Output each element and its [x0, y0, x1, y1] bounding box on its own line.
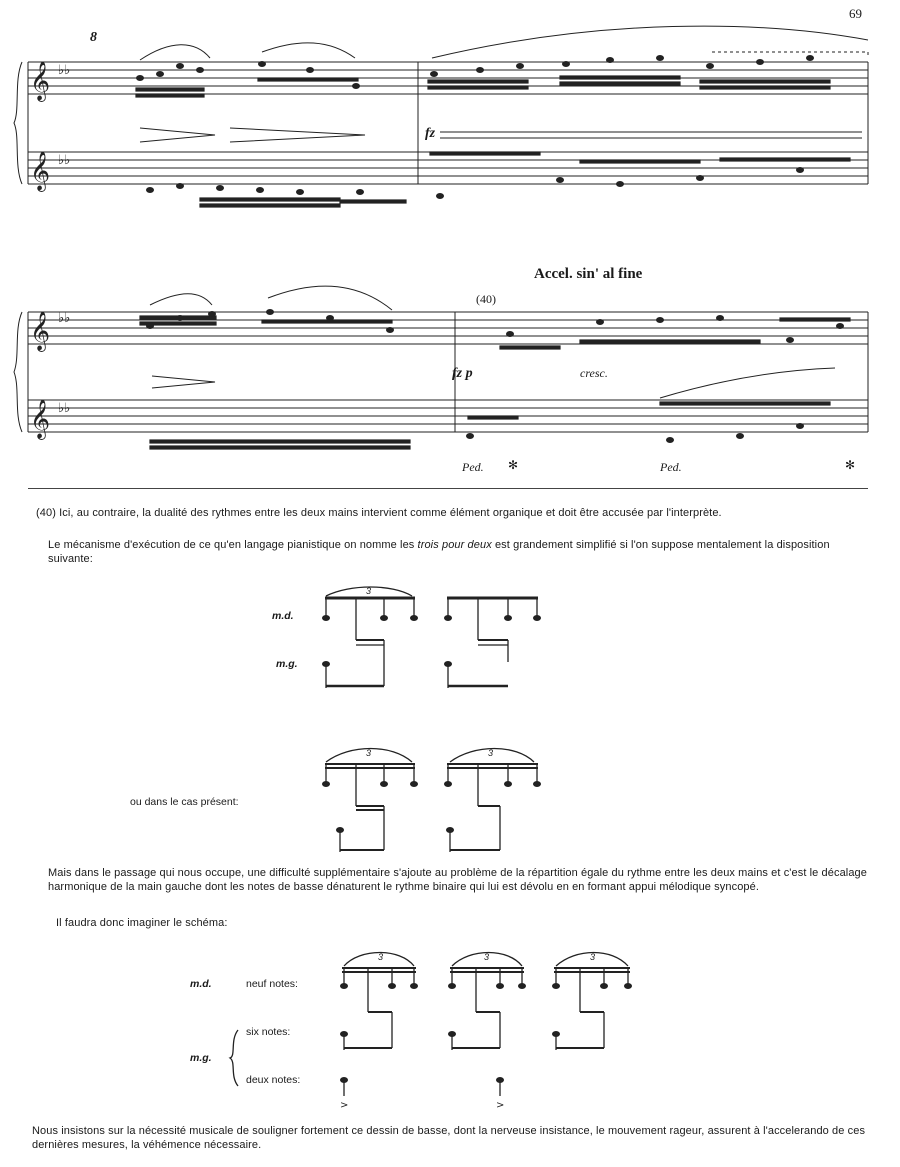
svg-text:𝄞: 𝄞 — [30, 151, 51, 191]
triplet-number-6: 3 — [590, 952, 596, 962]
system2-dynamic-fzp: fz p — [452, 366, 473, 381]
paragraph-3: Mais dans le passage qui nous occupe, une difficulté supplémentaire s'ajoute au problème de la répartition égale du rythme entre les deux mains et c'est le décalage harmonique de la main gauche dont les notes de basse dénaturent le rythme binaire qui lui est dévolu en en formant appui mélodique syncopé. — [48, 867, 867, 893]
triplet-number-1: 3 — [366, 586, 372, 596]
triplet-number-2: 3 — [366, 748, 372, 758]
paragraph-5: Nous insistons sur la nécessité musicale de souligner fortement ce dessin de basse, dont la nerveuse insistance, le mouvement rageur, assurent à l'accelerando de ces dernières mesures, la véhémence nécessaire. — [32, 1125, 866, 1151]
svg-text:>: > — [340, 1100, 349, 1111]
p2-emphasis: trois pour deux — [417, 539, 492, 551]
cresc-marking: cresc. — [580, 366, 608, 380]
diagram3-group1 — [342, 953, 416, 1097]
svg-text:𝄞: 𝄞 — [30, 311, 51, 351]
triplet-number-5: 3 — [484, 952, 490, 962]
triplet-number-3: 3 — [488, 748, 494, 758]
diagram3-six-label: six notes: — [246, 1026, 291, 1038]
svg-text:♭♭: ♭♭ — [58, 153, 71, 168]
triplet-number-4: 3 — [378, 952, 384, 962]
system1-dynamic-fz: fz — [425, 126, 436, 141]
diagram1-group2 — [447, 598, 538, 688]
pedal-release-1: ✻ — [508, 458, 519, 472]
tempo-marking: Accel. sin' al fine — [534, 266, 643, 282]
diagram3-group3 — [554, 953, 630, 1051]
diagram3-mg-label: m.g. — [190, 1052, 212, 1064]
svg-text:♭♭: ♭♭ — [58, 63, 71, 78]
pedal-mark-2: Ped. — [660, 460, 682, 474]
svg-text:♭♭: ♭♭ — [58, 311, 71, 326]
diagram1-md-label: m.d. — [272, 610, 294, 622]
diagram1-mg-label: m.g. — [276, 658, 298, 670]
diagram3-deux-label: deux notes: — [246, 1074, 301, 1086]
footnote-mark: (40) — [476, 292, 496, 306]
diagram3-md-label: m.d. — [190, 978, 212, 990]
pedal-mark-1: Ped. — [462, 460, 484, 474]
p2-text-a: Le mécanisme d'exécution de ce qu'en langage pianistique on nomme les — [48, 539, 415, 551]
p2-text-b: est grandement simplifié si l'on suppose mentalement la disposition suivante: — [48, 539, 830, 565]
page-number: 69 — [849, 6, 862, 21]
diagram2-label: ou dans le cas présent: — [130, 796, 239, 808]
svg-text:𝄞: 𝄞 — [30, 399, 51, 439]
diagram2-group1 — [325, 749, 415, 853]
diagram3-neuf-label: neuf notes: — [246, 978, 298, 990]
footnote-p1-text: (40) Ici, au contraire, la dualité des rythmes entre les deux mains intervient comme élément organique et doit être accusée par l'interprète. — [36, 507, 722, 519]
octave-mark: 8 — [90, 30, 97, 45]
diagram1-group1 — [325, 587, 415, 688]
paragraph-4: Il faudra donc imaginer le schéma: — [56, 917, 228, 929]
svg-text:𝄞: 𝄞 — [30, 61, 51, 101]
svg-text:>: > — [496, 1100, 505, 1111]
diagram3-group2 — [450, 953, 524, 1097]
diagram2-group2 — [447, 749, 538, 853]
pedal-release-2: ✻ — [845, 458, 856, 472]
svg-text:♭♭: ♭♭ — [58, 401, 71, 416]
